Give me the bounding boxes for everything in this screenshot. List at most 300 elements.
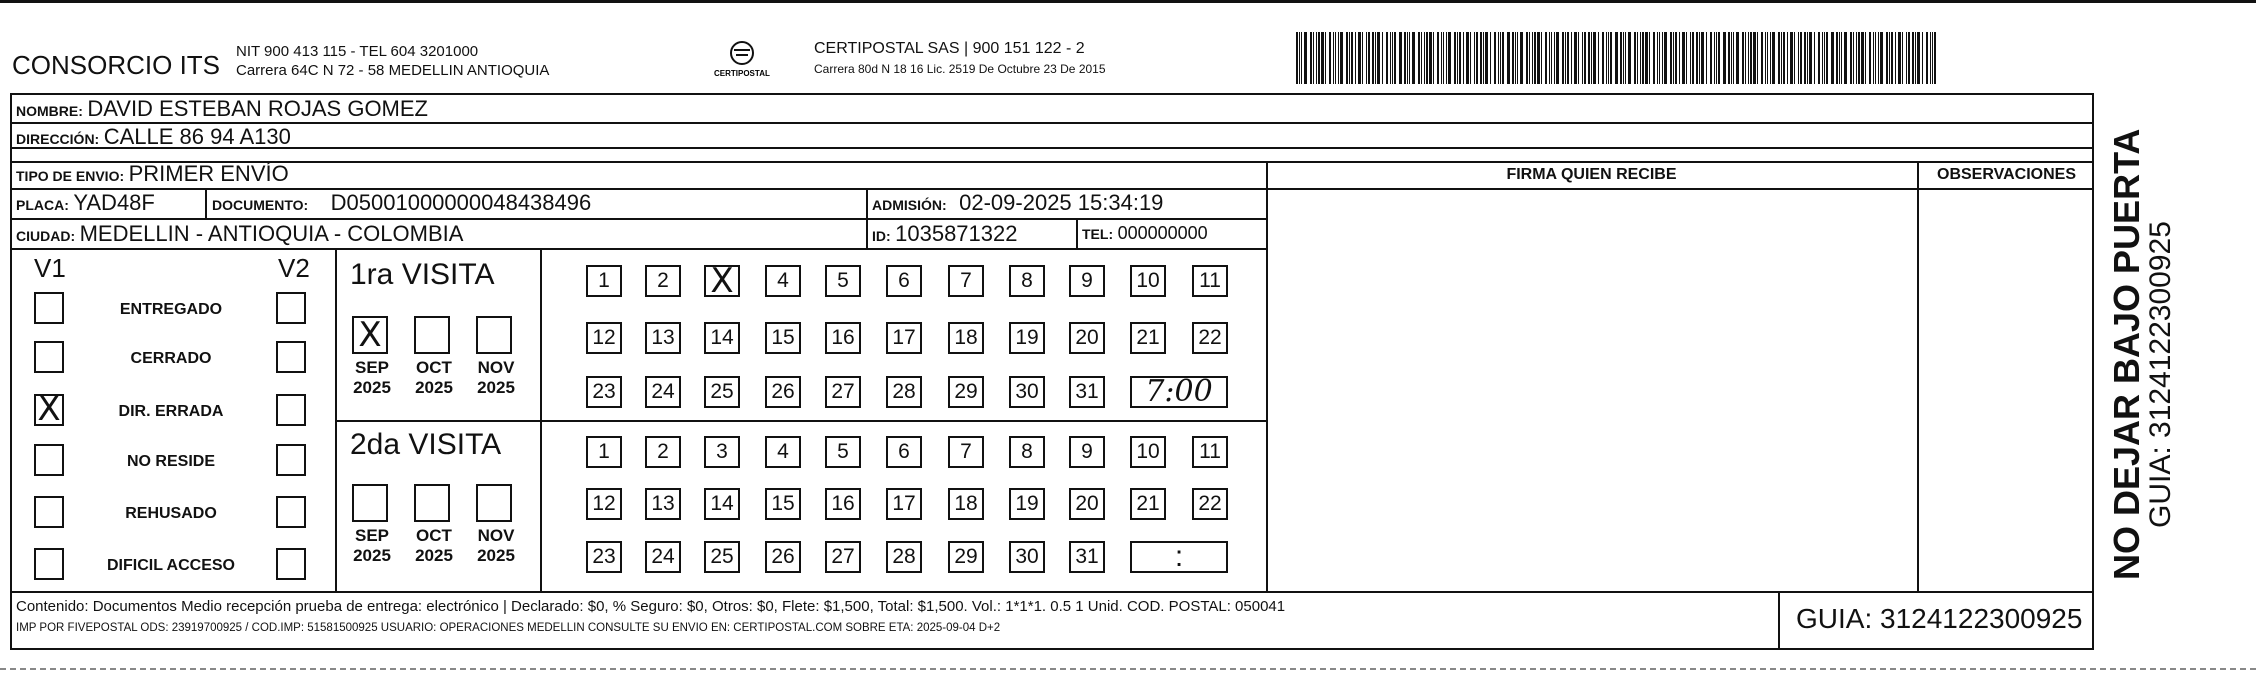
barcode-bar — [1606, 32, 1607, 84]
barcode-bar — [1718, 32, 1720, 84]
day-box[interactable]: 17 — [886, 322, 922, 354]
barcode-bar — [1649, 32, 1650, 84]
barcode-bar — [1723, 32, 1726, 84]
month-checkbox[interactable] — [352, 484, 388, 522]
observaciones-header: OBSERVACIONES — [1937, 166, 2076, 183]
barcode-bar — [1850, 32, 1852, 84]
barcode-bar — [1753, 32, 1756, 84]
barcode-bar — [1640, 32, 1641, 84]
day-box[interactable]: 19 — [1009, 322, 1045, 354]
status-label: NO RESIDE — [126, 453, 215, 470]
row-line — [10, 122, 2094, 124]
barcode-bar — [1463, 32, 1464, 84]
day-box[interactable]: 25 — [704, 376, 740, 408]
id-value: 1035871322 — [895, 221, 1018, 246]
firma-header: FIRMA QUIEN RECIBE — [1506, 166, 1677, 183]
barcode-bar — [1653, 32, 1655, 84]
day-box[interactable]: 20 — [1069, 322, 1105, 354]
barcode-bar — [1394, 32, 1396, 84]
day-box[interactable]: 5 — [825, 265, 861, 297]
barcode-bar — [1686, 32, 1687, 84]
placa-cell — [16, 190, 155, 216]
barcode-bar — [1349, 32, 1350, 84]
cell-divider — [866, 188, 868, 218]
day-box[interactable]: 17 — [886, 488, 922, 520]
day-box[interactable]: 23 — [586, 541, 622, 573]
barcode-bar — [1861, 32, 1864, 84]
barcode-bar — [1399, 32, 1402, 84]
ciudad-cell — [16, 221, 463, 247]
barcode-bar — [1673, 32, 1674, 84]
barcode-bar — [1318, 32, 1320, 84]
v1-checkbox[interactable] — [34, 444, 64, 476]
barcode-bar — [1809, 32, 1812, 84]
barcode-bar — [1382, 32, 1383, 84]
barcode-bar — [1934, 32, 1936, 84]
barcode-bar — [1856, 32, 1857, 84]
barcode-bar — [1728, 32, 1730, 84]
day-box[interactable]: 4 — [765, 436, 801, 468]
barcode-bar — [1733, 32, 1734, 84]
day-box[interactable]: 10 — [1130, 436, 1166, 468]
tipo-value: PRIMER ENVÍO — [128, 161, 289, 186]
day-box[interactable]: 12 — [586, 322, 622, 354]
barcode-bar — [1620, 32, 1622, 84]
v1-checkbox[interactable] — [34, 548, 64, 580]
barcode-bar — [1836, 32, 1838, 84]
day-box[interactable]: 5 — [825, 436, 861, 468]
cell-divider — [866, 218, 868, 248]
barcode-bar — [1390, 32, 1391, 84]
barcode-bar — [1424, 32, 1425, 84]
tipo-label: TIPO DE ENVIO: — [16, 168, 125, 184]
barcode-bar — [1366, 32, 1367, 84]
barcode-bar — [1781, 32, 1782, 84]
month-label: SEP 2025 — [353, 526, 391, 565]
barcode-bar — [1757, 32, 1758, 84]
barcode-bar — [1301, 32, 1302, 84]
barcode-bar — [1804, 32, 1806, 84]
documento-value: D05001000000048438496 — [330, 190, 592, 215]
barcode-bar — [1351, 32, 1353, 84]
barcode-bar — [1507, 32, 1510, 84]
footer-divider — [1778, 591, 1780, 650]
barcode-bar — [1824, 32, 1825, 84]
v2-checkbox[interactable] — [276, 444, 306, 476]
barcode-bar — [1696, 32, 1698, 84]
barcode-bar — [1549, 32, 1550, 84]
barcode-bar — [1891, 32, 1893, 84]
direccion-value: CALLE 86 94 A130 — [103, 124, 291, 149]
visita1-title: 1ra VISITA — [350, 258, 495, 291]
certipostal-name: CERTIPOSTAL SAS | 900 151 122 - 2 — [814, 40, 1085, 57]
barcode-bar — [1645, 32, 1648, 84]
barcode-bar — [1634, 32, 1636, 84]
barcode-bar — [1748, 32, 1749, 84]
top-rule — [0, 0, 2256, 3]
barcode-bar — [1454, 32, 1456, 84]
barcode-bar — [1582, 32, 1583, 84]
barcode-bar — [1869, 32, 1871, 84]
day-box[interactable]: 6 — [886, 436, 922, 468]
day-box[interactable]: 7 — [948, 265, 984, 297]
barcode-bar — [1375, 32, 1376, 84]
month-label: NOV 2025 — [477, 358, 515, 397]
barcode-bar — [1392, 32, 1393, 84]
barcode-bar — [1404, 32, 1406, 84]
day-box[interactable]: 21 — [1130, 322, 1166, 354]
barcode-bar — [1770, 32, 1771, 84]
barcode-bar — [1778, 32, 1780, 84]
barcode-bar — [1839, 32, 1840, 84]
v2-checkbox[interactable] — [276, 292, 306, 324]
barcode-bar — [1333, 32, 1334, 84]
barcode-bar — [1761, 32, 1763, 84]
barcode-bar — [1932, 32, 1933, 84]
barcode-bar — [1412, 32, 1415, 84]
barcode-bar — [1662, 32, 1663, 84]
barcode-bar — [1917, 32, 1920, 84]
v1-checkbox[interactable] — [34, 292, 64, 324]
col-divider — [1917, 161, 1919, 591]
month-check-mark: X — [358, 315, 382, 355]
v1-checkbox[interactable] — [34, 496, 64, 528]
barcode-bar — [1377, 32, 1380, 84]
day-box[interactable]: 7 — [948, 436, 984, 468]
barcode-bar — [1670, 32, 1672, 84]
row-line — [10, 147, 2094, 149]
visit-separator — [335, 420, 1266, 422]
day-box[interactable]: 2 — [645, 436, 681, 468]
day-box[interactable]: 16 — [825, 488, 861, 520]
barcode-bar — [1313, 32, 1314, 84]
day-box[interactable]: 24 — [645, 376, 681, 408]
barcode-bar — [1409, 32, 1410, 84]
barcode-bar — [1418, 32, 1420, 84]
v2-checkbox[interactable] — [276, 496, 306, 528]
status-label: ENTREGADO — [119, 301, 223, 318]
day-box[interactable]: 14 — [704, 322, 740, 354]
barcode-bar — [1831, 32, 1834, 84]
footer-guia: GUIA: 3124122300925 — [1796, 603, 2083, 634]
day-box[interactable]: 11 — [1192, 436, 1228, 468]
day-box[interactable]: 27 — [825, 376, 861, 408]
day-box[interactable]: 18 — [948, 322, 984, 354]
barcode-bar — [1690, 32, 1691, 84]
barcode-bar — [1731, 32, 1732, 84]
day-box[interactable]: 8 — [1009, 265, 1045, 297]
footer-print-info: IMP POR FIVEPOSTAL ODS: 23919700925 / COD.IMP: 51581500925 USUARIO: OPERACIONES MEDELLIN CONSULTE SU ENVIO EN: CERTIPOSTAL.COM SOBRE ETA: 2025-09-04 D+2 — [16, 622, 1001, 634]
barcode-bar — [1898, 32, 1901, 84]
day-box[interactable]: 9 — [1069, 436, 1105, 468]
day-box[interactable]: 9 — [1069, 265, 1105, 297]
v1-label: V1 — [34, 253, 66, 283]
barcode-bar — [1875, 32, 1876, 84]
barcode-bar — [1657, 32, 1658, 84]
day-box[interactable]: 1 — [586, 265, 622, 297]
barcode-bar — [1517, 32, 1518, 84]
col-divider — [1266, 161, 1268, 591]
admision-label: ADMISIÓN: — [872, 197, 947, 213]
company-name: CONSORCIO ITS — [12, 50, 221, 80]
barcode-bar — [1304, 32, 1307, 84]
v2-checkbox[interactable] — [276, 394, 306, 426]
day-box[interactable]: 3 — [704, 436, 740, 468]
v2-checkbox[interactable] — [276, 341, 306, 373]
barcode-bar — [1541, 32, 1542, 84]
v1-checkbox[interactable] — [34, 341, 64, 373]
barcode-bar — [1562, 32, 1564, 84]
day-box[interactable]: 4 — [765, 265, 801, 297]
barcode-bar — [1706, 32, 1707, 84]
day-box[interactable]: 12 — [586, 488, 622, 520]
barcode-bar — [1372, 32, 1374, 84]
day-box[interactable]: 22 — [1192, 322, 1228, 354]
barcode-bar — [1794, 32, 1795, 84]
day-box[interactable]: 15 — [765, 488, 801, 520]
logo-icon — [712, 38, 776, 82]
barcode-bar — [1526, 32, 1528, 84]
day-box[interactable]: 18 — [948, 488, 984, 520]
barcode-bar — [1567, 32, 1569, 84]
barcode-bar — [1637, 32, 1638, 84]
barcode-bar — [1865, 32, 1866, 84]
barcode-bar — [1490, 32, 1491, 84]
barcode-bar — [1346, 32, 1348, 84]
day-box[interactable]: 31 — [1069, 376, 1105, 408]
barcode-bar — [1682, 32, 1685, 84]
barcode-bar — [1659, 32, 1660, 84]
tel-value: 000000000 — [1117, 223, 1208, 243]
day-box[interactable]: 19 — [1009, 488, 1045, 520]
barcode-bar — [1574, 32, 1577, 84]
barcode-bar — [1554, 32, 1555, 84]
day-box[interactable]: 1 — [586, 436, 622, 468]
barcode-bar — [1814, 32, 1815, 84]
day-box[interactable]: 20 — [1069, 488, 1105, 520]
barcode-bar — [1679, 32, 1680, 84]
barcode-bar — [1908, 32, 1910, 84]
barcode-bar — [1457, 32, 1458, 84]
barcode-bar — [1537, 32, 1540, 84]
barcode-bar — [1930, 32, 1931, 84]
side-text — [2108, 100, 2176, 580]
day-box[interactable]: 24 — [645, 541, 681, 573]
tipo-row — [16, 161, 289, 187]
day-box[interactable]: 26 — [765, 376, 801, 408]
barcode-bar — [1466, 32, 1469, 84]
barcode-bar — [1822, 32, 1823, 84]
month-checkbox[interactable] — [476, 484, 512, 522]
day-box[interactable]: 6 — [886, 265, 922, 297]
month-checkbox[interactable] — [414, 484, 450, 522]
barcode-bar — [1844, 32, 1847, 84]
barcode-bar — [1783, 32, 1785, 84]
day-box[interactable]: 8 — [1009, 436, 1045, 468]
direccion-row — [16, 124, 291, 150]
day-box[interactable]: 14 — [704, 488, 740, 520]
row-line — [10, 161, 2094, 163]
barcode-bar — [1545, 32, 1547, 84]
status-label: DIFICIL ACCESO — [106, 557, 235, 574]
status-label: CERRADO — [130, 350, 212, 367]
cell-divider — [205, 188, 207, 218]
barcode-bar — [1340, 32, 1343, 84]
barcode-bar — [1325, 32, 1326, 84]
month-label: OCT 2025 — [415, 526, 453, 565]
barcode-bar — [1355, 32, 1356, 84]
barcode-bar — [1750, 32, 1752, 84]
v1-check-mark: X — [37, 389, 61, 429]
barcode-bar — [1433, 32, 1434, 84]
barcode-bar — [1480, 32, 1482, 84]
id-label: ID: — [872, 228, 891, 244]
barcode-bar — [1407, 32, 1408, 84]
footer-content: Contenido: Documentos Medio recepción prueba de entrega: electrónico | Declarado: $0, % Seguro: $0, Otros: $0, Flete: $1,500, Total: $1,500. Vol.: 1*1*1. 0.5 1 Unid. COD. POSTAL: 050041 — [16, 598, 1286, 615]
day-box[interactable]: 28 — [886, 541, 922, 573]
barcode-bar — [1316, 32, 1317, 84]
day-box[interactable]: 15 — [765, 322, 801, 354]
barcode-bar — [1532, 32, 1533, 84]
barcode-bar — [1807, 32, 1808, 84]
day-box[interactable]: 10 — [1130, 265, 1166, 297]
day-box[interactable]: 13 — [645, 488, 681, 520]
barcode-bar — [1429, 32, 1432, 84]
no-dejar-text: NO DEJAR BAJO PUERTA — [2106, 128, 2147, 580]
barcode-bar — [1448, 32, 1451, 84]
certipostal-address: Carrera 80d N 18 16 Lic. 2519 De Octubre 23 De 2015 — [814, 62, 1106, 76]
month-label: NOV 2025 — [477, 526, 515, 565]
barcode-bar — [1818, 32, 1820, 84]
barcode-bar — [1615, 32, 1618, 84]
direccion-label: DIRECCIÓN: — [16, 131, 100, 147]
day-box[interactable]: 29 — [948, 376, 984, 408]
address-line: Carrera 64C N 72 - 58 MEDELLIN ANTIOQUIA — [236, 62, 550, 79]
svg-text:CERTIPOSTAL: CERTIPOSTAL — [714, 69, 770, 78]
barcode — [1296, 32, 1942, 84]
barcode-bar — [1459, 32, 1461, 84]
barcode-bar — [1714, 32, 1715, 84]
visita2-time[interactable]: : — [1130, 541, 1228, 573]
month-label: SEP 2025 — [353, 358, 391, 397]
row-line — [10, 248, 1266, 250]
barcode-bar — [1502, 32, 1504, 84]
v2-checkbox[interactable] — [276, 548, 306, 580]
barcode-bar — [1578, 32, 1579, 84]
barcode-bar — [1623, 32, 1624, 84]
day-box[interactable]: 2 — [645, 265, 681, 297]
barcode-bar — [1565, 32, 1566, 84]
barcode-bar — [1441, 32, 1442, 84]
barcode-bar — [1358, 32, 1361, 84]
barcode-bar — [1591, 32, 1592, 84]
day-box[interactable]: 25 — [704, 541, 740, 573]
barcode-bar — [1529, 32, 1530, 84]
day-box-marked[interactable]: X — [704, 265, 740, 297]
month-label: OCT 2025 — [415, 358, 453, 397]
barcode-bar — [1515, 32, 1516, 84]
barcode-bar — [1500, 32, 1501, 84]
barcode-bar — [1742, 32, 1744, 84]
day-box[interactable]: 28 — [886, 376, 922, 408]
barcode-bar — [1790, 32, 1793, 84]
barcode-bar — [1745, 32, 1746, 84]
barcode-bar — [1338, 32, 1339, 84]
cell-divider — [1076, 218, 1078, 248]
day-box[interactable]: 23 — [586, 376, 622, 408]
barcode-bar — [1368, 32, 1370, 84]
month-checkbox[interactable] — [476, 316, 512, 354]
barcode-bar — [1310, 32, 1312, 84]
day-box[interactable]: 30 — [1009, 541, 1045, 573]
barcode-bar — [1767, 32, 1768, 84]
barcode-bar — [1556, 32, 1559, 84]
day-box[interactable]: 31 — [1069, 541, 1105, 573]
barcode-bar — [1926, 32, 1928, 84]
day-box[interactable]: 13 — [645, 322, 681, 354]
barcode-bar — [1826, 32, 1828, 84]
side-guia: GUIA: 3124122300925 — [2144, 221, 2177, 528]
id-cell — [872, 221, 1017, 247]
barcode-bar — [1512, 32, 1514, 84]
tel-label: TEL: — [1082, 226, 1114, 242]
status-label: DIR. ERRADA — [118, 403, 224, 420]
barcode-bar — [1902, 32, 1903, 84]
barcode-bar — [1335, 32, 1336, 84]
barcode-bar — [1765, 32, 1766, 84]
barcode-bar — [1476, 32, 1478, 84]
barcode-bar — [1610, 32, 1612, 84]
barcode-bar — [1386, 32, 1388, 84]
ciudad-value: MEDELLIN - ANTIOQUIA - COLOMBIA — [79, 221, 464, 246]
barcode-bar — [1551, 32, 1552, 84]
barcode-bar — [1628, 32, 1631, 84]
barcode-bar — [1895, 32, 1896, 84]
barcode-bar — [1329, 32, 1331, 84]
barcode-bar — [1800, 32, 1802, 84]
documento-label: DOCUMENTO: — [212, 197, 309, 213]
barcode-bar — [1915, 32, 1916, 84]
barcode-bar — [1593, 32, 1596, 84]
day-box[interactable]: 26 — [765, 541, 801, 573]
barcode-bar — [1421, 32, 1422, 84]
month-checkbox[interactable] — [414, 316, 450, 354]
barcode-bar — [1642, 32, 1644, 84]
barcode-bar — [1858, 32, 1860, 84]
day-box[interactable]: 11 — [1192, 265, 1228, 297]
barcode-bar — [1699, 32, 1700, 84]
barcode-bar — [1498, 32, 1499, 84]
barcode-bar — [1520, 32, 1523, 84]
day-box[interactable]: 16 — [825, 322, 861, 354]
day-box[interactable]: 30 — [1009, 376, 1045, 408]
barcode-bar — [1716, 32, 1717, 84]
day-box[interactable]: 27 — [825, 541, 861, 573]
day-box[interactable]: 22 — [1192, 488, 1228, 520]
barcode-bar — [1494, 32, 1496, 84]
barcode-bar — [1534, 32, 1536, 84]
barcode-bar — [1841, 32, 1842, 84]
barcode-bar — [1664, 32, 1667, 84]
barcode-bar — [1692, 32, 1694, 84]
barcode-bar — [1772, 32, 1775, 84]
v2-label: V2 — [278, 253, 310, 283]
day-box[interactable]: 29 — [948, 541, 984, 573]
day-box[interactable]: 21 — [1130, 488, 1166, 520]
barcode-bar — [1474, 32, 1475, 84]
barcode-bar — [1912, 32, 1914, 84]
visita1-time[interactable]: 7:00 — [1130, 376, 1228, 408]
